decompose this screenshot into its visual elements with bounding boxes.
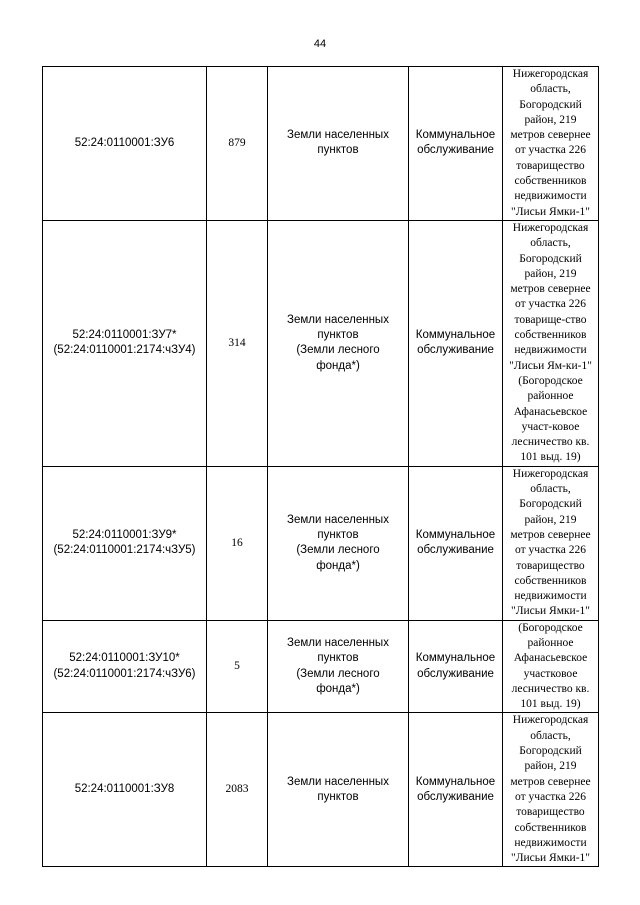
area-cell: 16 xyxy=(207,466,268,620)
table-row xyxy=(43,620,599,713)
location-cell: Нижегородская область, Богородский район, 219 метров севернее от участка 226 товарище-ство собственников недвижимости "Лисьи Ям-ки-1" (Богородское районное Афанасьевское участ-ковое лесничество кв. 101 выд. 19) xyxy=(503,220,599,466)
land-plots-table xyxy=(42,66,599,867)
location-cell: Нижегородская область, Богородский район, 219 метров севернее от участка 226 товарищество собственников недвижимости "Лисьи Ямки-1" xyxy=(503,713,599,867)
permitted-use-cell: Коммунальное обслуживание xyxy=(409,220,503,466)
area-cell: 2083 xyxy=(207,713,268,867)
area-cell: 5 xyxy=(207,620,268,713)
location-cell: Нижегородская область, Богородский район, 219 метров севернее от участка 226 товарищество собственников недвижимости "Лисьи Ямки-1" xyxy=(503,67,599,221)
table-row xyxy=(43,466,599,620)
land-category-cell: Земли населенных пунктов xyxy=(268,713,409,867)
location-cell: (Богородское районное Афанасьевское участковое лесничество кв. 101 выд. 19) xyxy=(503,620,599,713)
permitted-use-cell: Коммунальное обслуживание xyxy=(409,466,503,620)
cadastral-number-cell: 52:24:0110001:ЗУ6 xyxy=(43,67,207,221)
area-cell: 879 xyxy=(207,67,268,221)
cadastral-number-cell: 52:24:0110001:ЗУ9* (52:24:0110001:2174:чЗУ5) xyxy=(43,466,207,620)
cadastral-number-cell: 52:24:0110001:ЗУ8 xyxy=(43,713,207,867)
area-cell: 314 xyxy=(207,220,268,466)
cadastral-number-cell: 52:24:0110001:ЗУ10* (52:24:0110001:2174:чЗУ6) xyxy=(43,620,207,713)
land-category-cell: Земли населенных пунктов (Земли лесного фонда*) xyxy=(268,466,409,620)
table-row xyxy=(43,713,599,867)
table-row xyxy=(43,67,599,221)
land-category-cell: Земли населенных пунктов (Земли лесного фонда*) xyxy=(268,620,409,713)
cadastral-number-cell: 52:24:0110001:ЗУ7* (52:24:0110001:2174:чЗУ4) xyxy=(43,220,207,466)
permitted-use-cell: Коммунальное обслуживание xyxy=(409,713,503,867)
permitted-use-cell: Коммунальное обслуживание xyxy=(409,67,503,221)
land-category-cell: Земли населенных пунктов xyxy=(268,67,409,221)
page-number: 44 xyxy=(313,38,327,50)
table-row xyxy=(43,220,599,466)
location-cell: Нижегородская область, Богородский район, 219 метров севернее от участка 226 товарищество собственников недвижимости "Лисьи Ямки-1" xyxy=(503,466,599,620)
permitted-use-cell: Коммунальное обслуживание xyxy=(409,620,503,713)
land-category-cell: Земли населенных пунктов (Земли лесного фонда*) xyxy=(268,220,409,466)
